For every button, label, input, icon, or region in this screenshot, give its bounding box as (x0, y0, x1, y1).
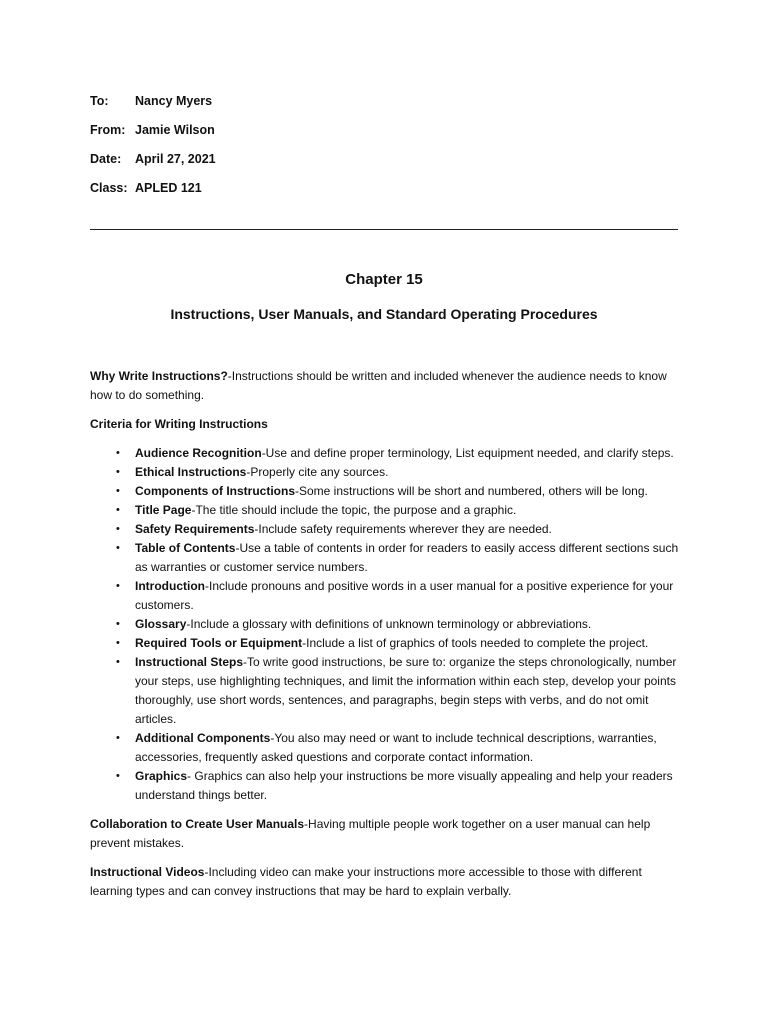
list-item-text: -Include a glossary with definitions of unknown terminology or abbreviations. (186, 617, 592, 631)
list-item-term: Safety Requirements (135, 522, 255, 536)
list-item (90, 767, 680, 805)
list-item-text: -You also may need or want to include technical descriptions, warranties, accessories, frequently asked questions and corporate contact information. (135, 731, 657, 764)
list-item-text: -Include pronouns and positive words in a user manual for a positive experience for your customers. (135, 579, 674, 612)
list-item-term: Required Tools or Equipment (135, 636, 303, 650)
list-item-text: -Some instructions will be short and numbered, others will be long. (295, 484, 648, 498)
intro-text: -Instructions should be written and included whenever the audience needs to know how to do something. (90, 369, 667, 402)
list-item-term: Components of Instructions (135, 484, 295, 498)
list-item-term: Ethical Instructions (135, 465, 247, 479)
list-item-term: Instructional Steps (135, 655, 244, 669)
list-item (90, 634, 680, 653)
list-item-text: -Include a list of graphics of tools needed to complete the project. (302, 636, 649, 650)
memo-class-label: Class: (90, 181, 128, 195)
bullet-icon: • (116, 447, 120, 459)
memo-to-value: Nancy Myers (135, 94, 213, 108)
list-item (90, 463, 680, 482)
list-item (90, 653, 680, 729)
list-item-text: -Use and define proper terminology, List equipment needed, and clarify steps. (261, 446, 674, 460)
list-item-term: Additional Components (135, 731, 271, 745)
list-item-text: -To write good instructions, be sure to: organize the steps chronologically, number your steps, use highlighting techniques, and limit the information within each step, develop your points thoroughly, use short words, sentences, and paragraphs, begin steps with verbs, and do not omit articles. (135, 655, 677, 726)
criteria-list (90, 444, 680, 805)
list-item (90, 501, 680, 520)
document-body (90, 367, 680, 911)
list-item-term: Graphics (135, 769, 188, 783)
bullet-icon: • (116, 732, 120, 744)
list-item-term: Title Page (135, 503, 192, 517)
criteria-heading: Criteria for Writing Instructions (90, 417, 268, 431)
bullet-icon: • (116, 637, 120, 649)
chapter-title: Chapter 15 (345, 271, 423, 288)
list-item (90, 577, 680, 615)
intro-paragraph (90, 367, 680, 405)
memo-class-row (90, 180, 390, 209)
bullet-icon: • (116, 618, 120, 630)
bullet-icon: • (116, 485, 120, 497)
videos-paragraph (90, 863, 680, 901)
memo-header (90, 93, 390, 209)
collaboration-paragraph (90, 815, 680, 853)
list-item (90, 520, 680, 539)
chapter-subtitle: Instructions, User Manuals, and Standard Operating Procedures (170, 306, 598, 322)
memo-date-label: Date: (90, 152, 122, 166)
list-item (90, 444, 680, 463)
list-item (90, 539, 680, 577)
bullet-icon: • (116, 542, 120, 554)
bullet-icon: • (116, 504, 120, 516)
videos-text: -Including video can make your instructions more accessible to those with different learning types and can convey instructions that may be hard to explain verbally. (90, 865, 642, 898)
memo-from-label: From: (90, 123, 126, 137)
list-item-text: -The title should include the topic, the purpose and a graphic. (191, 503, 517, 517)
list-item-text: -Properly cite any sources. (246, 465, 389, 479)
collaboration-term: Collaboration to Create User Manuals (90, 817, 305, 831)
intro-term: Why Write Instructions? (90, 369, 228, 383)
bullet-icon: • (116, 466, 120, 478)
memo-date-value: April 27, 2021 (135, 152, 216, 166)
bullet-icon: • (116, 580, 120, 592)
list-item (90, 482, 680, 501)
memo-class-value: APLED 121 (135, 181, 202, 195)
bullet-icon: • (116, 523, 120, 535)
memo-from-row (90, 122, 390, 151)
memo-from-value: Jamie Wilson (135, 123, 215, 137)
list-item (90, 729, 680, 767)
list-item-text: - Graphics can also help your instructions be more visually appealing and help your readers understand things better. (135, 769, 673, 802)
memo-to-row (90, 93, 390, 122)
memo-to-label: To: (90, 94, 109, 108)
list-item-term: Glossary (135, 617, 187, 631)
bullet-icon: • (116, 770, 120, 782)
horizontal-divider (90, 229, 678, 230)
list-item (90, 615, 680, 634)
collaboration-text: -Having multiple people work together on a user manual can help prevent mistakes. (90, 817, 651, 850)
list-item-term: Audience Recognition (135, 446, 262, 460)
list-item-term: Introduction (135, 579, 205, 593)
list-item-text: -Include safety requirements wherever they are needed. (254, 522, 552, 536)
bullet-icon: • (116, 656, 120, 668)
memo-date-row (90, 151, 390, 180)
list-item-text: -Use a table of contents in order for readers to easily access different sections such as warranties or customer service numbers. (135, 541, 679, 574)
videos-term: Instructional Videos (90, 865, 205, 879)
list-item-term: Table of Contents (135, 541, 236, 555)
